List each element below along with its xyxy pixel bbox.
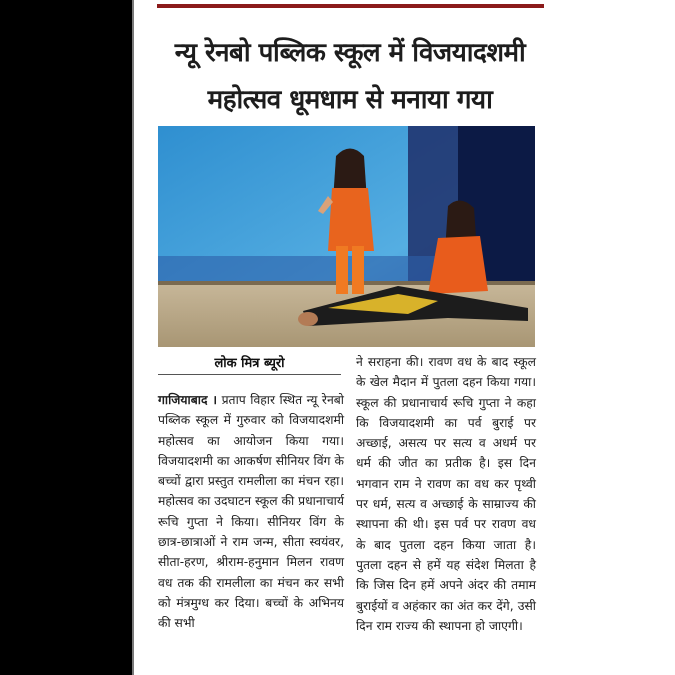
page-edge-shadow [132,0,134,675]
column-2-text: ने सराहना की। रावण वध के बाद स्कूल के खेल मैदान में पुतला दहन किया गया। स्कूल की प्रधानाचार्य रूचि गुप्ता ने कहा कि विजयादशमी का पर्व बुराई पर अच्छाई, असत्य पर सत्य व अधर्म पर धर्म की जीत का प्रतीक है। इस दिन भगवान राम ने रावण का वध कर पृथ्वी पर धर्म, सत्य व अच्छाई के साम्राज्य की स्थापना की थी। इस पर्व पर रावण वध के बाद पुतला दहन किया जाता है। पुतला दहन से हमें यह संदेश मिलता है कि जिस दिन हमें अपने अंदर की तमाम बुराईयों व अहंकार का अंत कर देंगे, उसी दिन राम राज्य की स्थापना हो जाएगी। [356,355,536,633]
news-photo [158,126,535,347]
article-column-1 [158,390,344,634]
headline-line-1: न्यू रेनबो पब्लिक स्कूल में विजयादशमी [174,38,526,68]
top-rule [157,4,544,8]
dateline: गाजियाबाद । [158,393,218,407]
byline-divider [158,374,341,375]
headline [150,30,550,124]
stage-performance-photo [158,126,535,347]
column-1-text: प्रताप विहार स्थित न्यू रेनबो पब्लिक स्कूल में गुरुवार को विजयादशमी महोत्सव का आयोजन किया गया। विजयादशमी का आकर्षण सीनियर विंग के बच्चों द्वारा प्रस्तुत रामलीला का मंचन रहा। महोत्सव का उदघाटन स्कूल की प्रधानाचार्य रूचि गुप्ता ने किया। सीनियर विंग के छात्र-छात्राओं ने राम जन्म, सीता स्वयंवर, सीता-हरण, श्रीराम-हनुमान मिलन रावण वध तक की रामलीला का मंचन कर सभी को मंत्रमुग्ध कर दिया। बच्चों के अभिनय की सभी [158,393,344,631]
byline: लोक मित्र ब्यूरो [214,356,285,371]
article-column-2 [356,352,536,636]
headline-line-2: महोत्सव धूमधाम से मनाया गया [207,85,493,115]
scan-left-border [0,0,132,675]
